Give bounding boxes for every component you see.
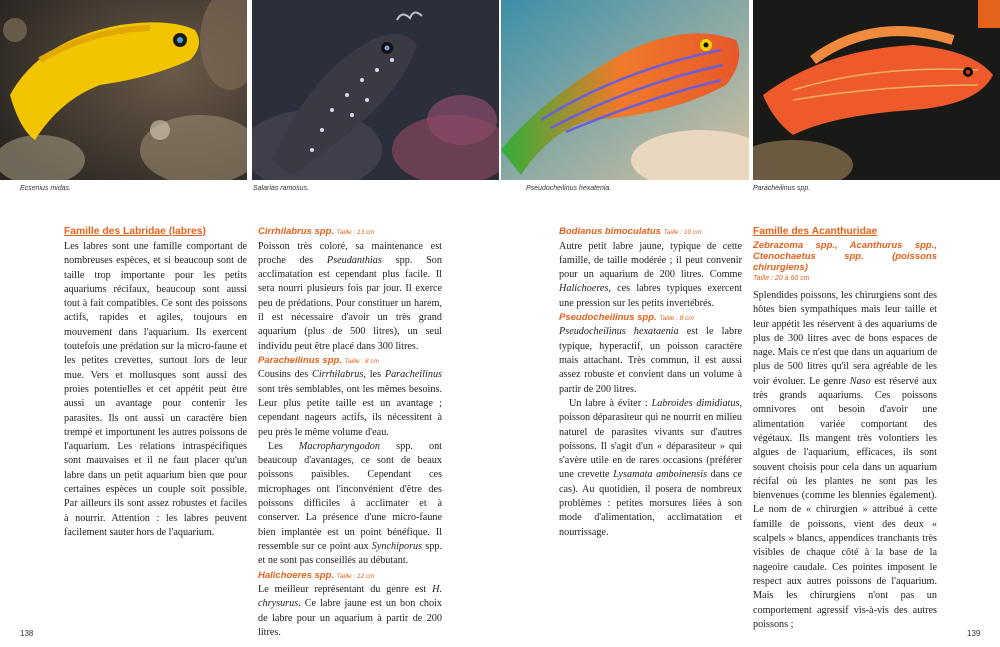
photo-caption-1: Ecsenius midas. bbox=[20, 185, 71, 192]
italic-term: Halichoeres bbox=[559, 283, 609, 295]
italic-term: Labroides dimidiatus bbox=[651, 397, 740, 409]
labridae-paragraph: Les labres sont une famille comportant de nombreuses espèces, et si beaucoup sont de taille trop importante pour les petits aquariums récifaux, beaucoup sont aussi tout à fait compatibles. Ce sont des poissons actifs, rapides et agiles, toujours en mouvement dans l'aquarium. Ils exercent toutefois une prédation sur la micro-faune et les petites crevettes, surtout lors de leur mue. Vers et mollusques sont aussi des proies potentielles et cet appétit peut être aussi un avantage pour contenir les parasites. Ils ont aussi un caractère bien trempé et importunent les autres poissons de l'aquarium. Les relations intraspécifiques sont mauvaises et il ne faut placer qu'un labre dans un petit aquarium bien que pour certaines espèces un couple soit possible. Par ailleurs ils sont assez robustes et faciles à nourrir. Attention : les labres peuvent facilement sauter hors de l'aquarium. bbox=[64, 241, 247, 538]
text-run: Autre petit labre jaune, typique de cette famille, de taille modérée ; il peut convenir pour un aquarium de 200 litres. Comme bbox=[559, 240, 742, 281]
photo-paracheilinus bbox=[753, 0, 1000, 180]
species-size: Taille : 10 cm bbox=[663, 229, 702, 236]
section-heading-labridae: Famille des Labridae (labres) bbox=[64, 226, 206, 237]
species-heading-surgeonfish: Zebrazoma spp., Acanthurus spp., Ctenochaetus spp. (poissons chirurgiens) bbox=[753, 240, 937, 273]
text-run: , ces labres typiques exercent une pression sur les petits invertébrés. bbox=[559, 283, 742, 309]
text-run: est le labre typique, hyperactif, un poisson caractère mais attachant. Très commun, il est aussi assez robuste et convient dans un volume à partir de 200 litres. bbox=[559, 326, 742, 395]
yellow-blenny-image bbox=[0, 0, 247, 180]
species-heading-paracheilinus bbox=[258, 354, 442, 369]
photo-caption-2: Salarias ramosus. bbox=[253, 185, 310, 192]
italic-term: Paracheilinus bbox=[384, 369, 442, 381]
text-run: Les bbox=[268, 440, 299, 452]
text-run: Cousins des bbox=[258, 369, 313, 381]
flasher-wrasse-image bbox=[753, 0, 1000, 180]
text-run: , les bbox=[363, 369, 385, 381]
text-column-1 bbox=[64, 225, 247, 540]
page-number-left: 138 bbox=[20, 629, 34, 638]
italic-term: H. chrysurus bbox=[258, 584, 442, 610]
text-run: , poisson déparasiteur qui ne nourrit en milieu naturel de parasites vivants sur d'autres poissons. Il s'agit d'un « déparasiteur » qui s'avère utile en de rares occasions (préférer une crevette bbox=[559, 397, 742, 481]
paracheilinus-paragraph bbox=[258, 368, 442, 439]
text-run: Le meilleur représentant du genre est bbox=[258, 584, 433, 596]
page-number-right: 139 bbox=[967, 629, 981, 638]
species-name: Halichoeres spp. bbox=[258, 569, 335, 581]
text-run: dans ce cas). Au quotidien, il posera de nombreux problèmes : petites morsures liées à son mode d'alimentation, acclimatation et nourrissage. bbox=[559, 469, 742, 538]
photo-pseudocheilinus-hexatenia bbox=[501, 0, 749, 180]
cirrhilabrus-paragraph bbox=[258, 240, 442, 354]
text-run: est réservé aux très grands aquariums. Ces poissons omnivores ont besoin d'avoir une alimentation variée comportant des végétaux. Ils mangent très volontiers les algues de l'aquarium, efficaces, ils sont souvent choisis pour cela dans un aquarium récifal où les plantes ne sont pas les bienvenues (comme les blennies également). Le nom de « chirurgien » attribué à cette famille de poissons, vient des deux « scalpels » blancs, appendices tranchants très visibles de chaque côté à la base de la nageoire caudale. Ces pointes imposent le respect aux autres poissons de l'aquarium. Mais les chirurgiens n'ont pas un comportement agressif vis-à-vis des autres poissons ; bbox=[753, 375, 937, 630]
species-name: Bodianus bimoculatus bbox=[559, 226, 661, 237]
acanthuridae-paragraph bbox=[753, 289, 937, 632]
species-size: Taille : 8 cm bbox=[659, 314, 694, 322]
text-run: . Ce labre jaune est un bon choix de labre pour un aquarium à partir de 200 litres. bbox=[258, 598, 442, 638]
photo-ecsenius-midas bbox=[0, 0, 247, 180]
text-run: spp. Son acclimatation est cependant plus facile. Il sera nourri plusieurs fois par jour. Il exerce peu de prédations. Pour constituer un harem, il est nécessaire d'avoir un très grand aquarium (plus de 500 litres), un seul individu peut être placé dans 300 litres. bbox=[258, 254, 442, 352]
species-size: Taille : 12 cm bbox=[336, 572, 375, 580]
text-run: Un labre à éviter : bbox=[569, 397, 652, 409]
bodianus-paragraph bbox=[559, 240, 742, 311]
species-size: Taille : 8 cm bbox=[344, 357, 380, 365]
species-size: Taille : 20 à 60 cm bbox=[753, 275, 810, 282]
italic-term: Lysamata amboinensis bbox=[613, 469, 708, 481]
italic-term: Pseudanthias bbox=[326, 254, 382, 266]
italic-term: Pseudocheilinus hexataenia bbox=[559, 326, 679, 338]
photo-caption-4: Paracheilinus spp. bbox=[753, 185, 811, 192]
chapter-tab-marker bbox=[978, 0, 1000, 28]
photo-salarias-ramosus bbox=[252, 0, 499, 180]
text-run: Splendides poissons, les chirurgiens sont des hôtes bien sympathiques mais leur taille et leur appétit les réservent à des aquariums de plus de 300 litres avec de bons espaces de nage. Mais ce n'est que dans un aquarium de plus de 500 litres qu'il sera agréable de les voir évoluer. Le genre bbox=[753, 290, 937, 387]
six-line-wrasse-image bbox=[501, 0, 749, 180]
italic-term: Naso bbox=[849, 375, 871, 387]
species-name: Pseudocheilinus spp. bbox=[559, 311, 657, 323]
spotted-blenny-image bbox=[252, 0, 499, 180]
macropharyngodon-paragraph bbox=[258, 440, 442, 569]
section-heading-acanthuridae: Famille des Acanthuridae bbox=[753, 226, 878, 237]
text-column-3 bbox=[559, 225, 742, 540]
labroides-paragraph bbox=[559, 397, 742, 540]
species-heading-halichoeres bbox=[258, 569, 442, 584]
text-run: spp. et ne sont pas conseillés au débutant. bbox=[258, 540, 442, 567]
halichoeres-paragraph bbox=[258, 583, 442, 640]
species-heading-bodianus bbox=[559, 225, 742, 240]
species-heading-pseudocheilinus bbox=[559, 311, 742, 326]
species-name: Paracheilinus spp. bbox=[258, 354, 342, 366]
italic-term: Macropharyngodon bbox=[298, 440, 380, 452]
text-run: Poisson très coloré, sa maintenance est proche des bbox=[258, 240, 442, 266]
species-name: Cirrhilabrus spp. bbox=[258, 226, 335, 237]
text-run: spp. ont beaucoup d'avantages, ce sont de beaux poissons paisibles. Cependant ces microphages ont l'inconvénient d'être des poissons difficiles à acclimater et à conserver. La présence d'une micro-faune bien implantée est un point bénéfique. Il ressemble sur ce point aux bbox=[258, 440, 442, 552]
text-column-2 bbox=[258, 225, 442, 640]
photo-caption-3: Pseudocheilinus hexatenia. bbox=[526, 185, 612, 192]
text-run: sont très semblables, ont les mêmes besoins. Leur plus petite taille est un avantage ; cependant nageurs actifs, ils nécessitent à peu près le même volume d'eau. bbox=[258, 383, 442, 438]
species-heading-cirrhilabrus bbox=[258, 225, 442, 240]
text-column-4 bbox=[753, 225, 937, 632]
species-size: Taille : 13 cm bbox=[336, 229, 375, 236]
pseudocheilinus-paragraph bbox=[559, 325, 742, 396]
italic-term: Synchiporus bbox=[371, 540, 423, 552]
italic-term: Cirrhilabrus bbox=[312, 369, 364, 381]
